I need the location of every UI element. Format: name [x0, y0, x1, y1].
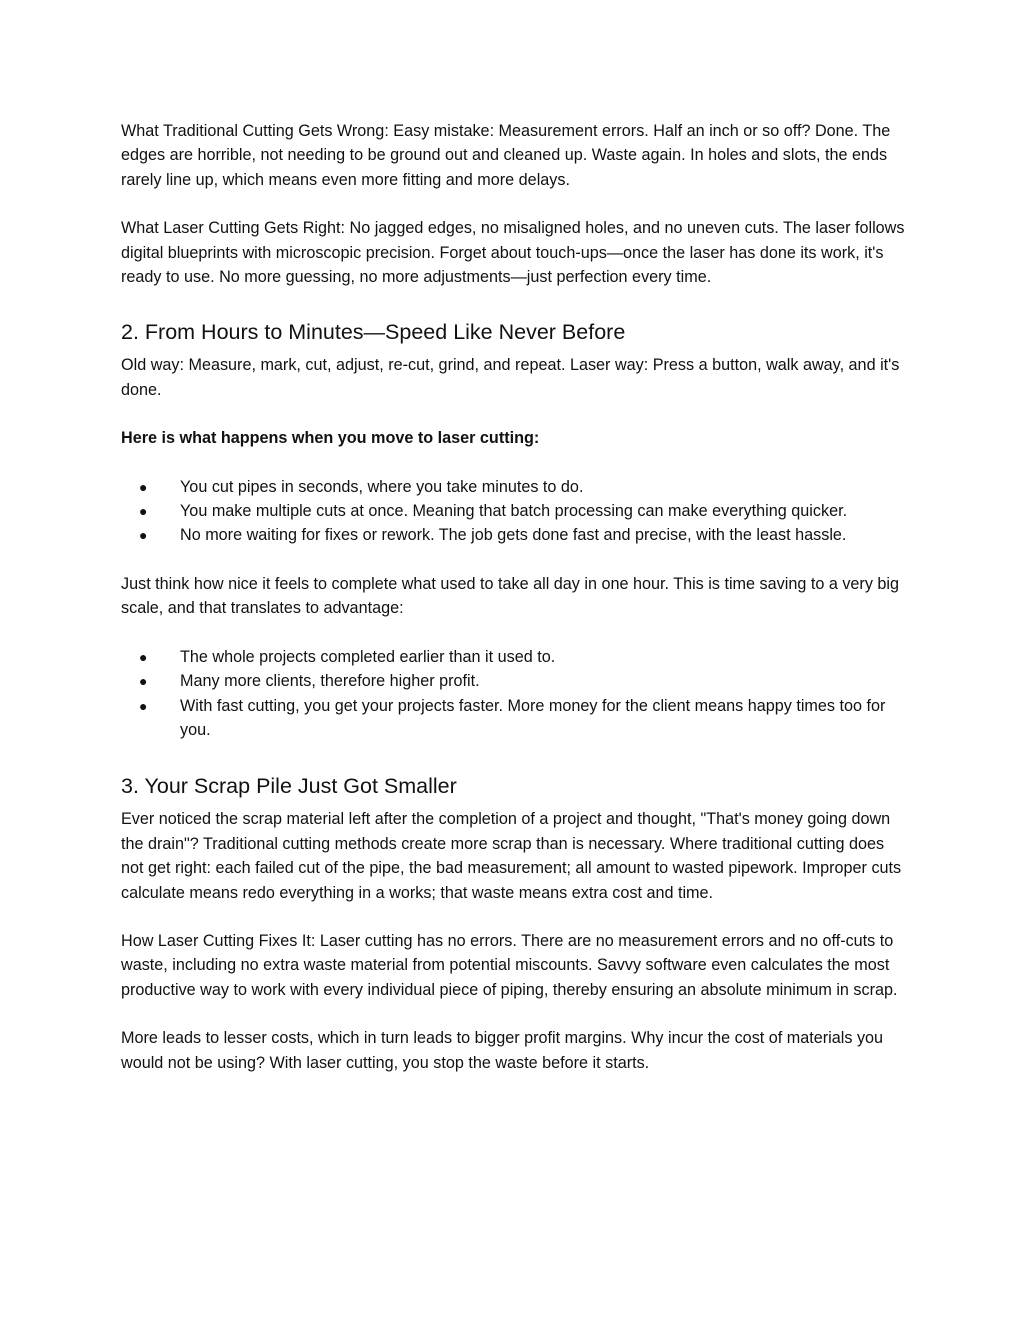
list-item: ● Many more clients, therefore higher profit. [121, 669, 911, 693]
bullet-icon: ● [139, 503, 148, 520]
paragraph-scrap-material: Ever noticed the scrap material left after the completion of a project and thought, "That's money going down the drain"? Traditional cutting methods create more scrap than is necessary. Where traditional cutting does not get right: each failed cut of the pipe, the bad measurement; all amount to wasted pipework. Improper cuts calculate means redo everything in a works; that waste means extra cost and time. [121, 810, 902, 902]
section-heading-scrap: 3. Your Scrap Pile Just Got Smaller [121, 774, 457, 799]
bullet-list-benefits [121, 475, 911, 548]
bullet-icon: ● [139, 527, 148, 544]
paragraph-lesser-costs: More leads to lesser costs, which in turn leads to bigger profit margins. Why incur the cost of materials you would not be using? With laser cutting, you stop the waste before it starts. [121, 1029, 884, 1072]
document-page [121, 119, 911, 1075]
paragraph-laser-cutting: What Laser Cutting Gets Right: No jagged edges, no misaligned holes, and no uneven cuts. The laser follows digital blueprints with microscopic precision. Forget about touch-ups—once the laser has done its work, it's ready to use. No more guessing, no more adjustments—just perfection every time. [121, 219, 905, 287]
list-item: ● The whole projects completed earlier than it used to. [121, 645, 911, 669]
bullet-icon: ● [139, 673, 148, 690]
paragraph-time-saving: Just think how nice it feels to complete what used to take all day in one hour. This is time saving to a very big scale, and that translates to advantage: [121, 574, 900, 618]
bullet-list-advantages [121, 645, 911, 743]
list-item: ● You make multiple cuts at once. Meaning that batch processing can make everything quicker. [121, 499, 911, 523]
paragraph-old-way: Old way: Measure, mark, cut, adjust, re-cut, grind, and repeat. Laser way: Press a button, walk away, and it's done. [121, 356, 900, 399]
bold-lead-line: Here is what happens when you move to laser cutting: [121, 429, 540, 448]
paragraph-laser-fixes: How Laser Cutting Fixes It: Laser cutting has no errors. There are no measurement errors and no off-cuts to waste, including no extra waste material from potential miscounts. Savvy software even calculates the most productive way to work with every individual piece of piping, thereby ensuring an absolute minimum in scrap. [121, 931, 898, 999]
bullet-icon: ● [139, 648, 148, 665]
section-heading-speed: 2. From Hours to Minutes—Speed Like Never Before [121, 320, 626, 345]
paragraph-traditional-cutting: What Traditional Cutting Gets Wrong: Easy mistake: Measurement errors. Half an inch or so off? Done. The edges are horrible, not needing to be ground out and cleaned up. Waste again. In holes and slots, the ends rarely line up, which means even more fitting and more delays. [121, 122, 891, 189]
bullet-icon: ● [139, 697, 148, 714]
list-item: ● You cut pipes in seconds, where you take minutes to do. [121, 475, 911, 499]
list-item: ● No more waiting for fixes or rework. The job gets done fast and precise, with the least hassle. [121, 523, 911, 547]
bullet-icon: ● [139, 478, 148, 495]
list-item: ● With fast cutting, you get your projects faster. More money for the client means happy times too for you. [121, 694, 911, 743]
